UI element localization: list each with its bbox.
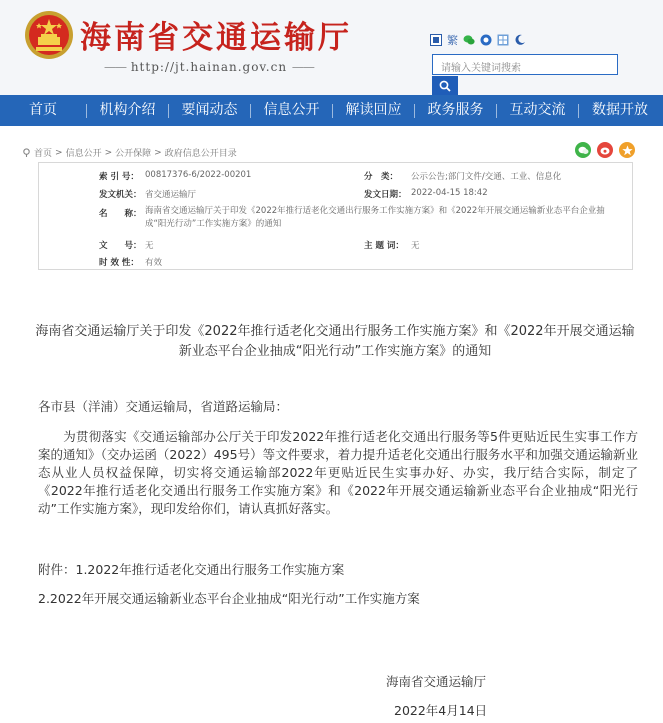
favorite-icon[interactable] bbox=[619, 142, 635, 158]
issuer-label: 发文机关： bbox=[99, 190, 142, 200]
accessibility-icon[interactable] bbox=[430, 34, 442, 46]
breadcrumb-catalog[interactable]: 政府信息公开目录 bbox=[164, 149, 237, 159]
attachment-2[interactable]: 2.2022年开展交通运输新业态平台企业抽成“阳光行动”工作实施方案 bbox=[38, 591, 420, 606]
weibo-icon[interactable] bbox=[480, 34, 492, 46]
keywords-label: 主 题 词： bbox=[364, 241, 404, 251]
nav-interpretation[interactable]: 解读回应 bbox=[345, 102, 402, 118]
site-url-text: http://jt.hainan.gov.cn bbox=[130, 60, 288, 74]
breadcrumb-info-disclosure[interactable]: 信息公开 bbox=[65, 149, 102, 159]
site-header bbox=[0, 0, 663, 95]
article-body-text: 为贯彻落实《交通运输部办公厅关于印发2022年推行适老化交通出行服务等5件更贴近民生实事工作方案的通知》（交办运函（2022）495号）等文件要求，着力提升适老化交通出行服务水平和加强交通运输新业态从业人员权益保障，切实将交通运输部2022年更贴近民生实事办好、办实，我厅结合实际，制定了《2022年推行适老化交通出行服务工作实施方案》和《2022年开展交通运输新业态平台企业抽成“阳光行动”工作实施方案》，现印发给你们，请认真抓好落实。 bbox=[38, 429, 638, 516]
category-value: 公示公告;部门文件/交通、工业、信息化 bbox=[411, 172, 562, 182]
nav-gov-services[interactable]: 政务服务 bbox=[427, 102, 484, 118]
nav-news[interactable]: 要闻动态 bbox=[181, 102, 238, 118]
url-dash-right: —— bbox=[291, 60, 314, 74]
attachment-1[interactable]: 附件：1.2022年推行适老化交通出行服务工作实施方案 bbox=[38, 562, 345, 577]
share-weibo-icon[interactable] bbox=[597, 142, 613, 158]
validity-label: 时 效 性： bbox=[99, 258, 139, 268]
document-metadata-box bbox=[38, 162, 633, 270]
doc-number-label: 文 号： bbox=[99, 241, 142, 251]
index-value: 00817376-6/2022-00201 bbox=[145, 170, 252, 180]
app-icon[interactable] bbox=[497, 34, 509, 46]
header-tools bbox=[430, 32, 526, 48]
keywords-value: 无 bbox=[411, 241, 420, 251]
article-title: 海南省交通运输厅关于印发《2022年推行适老化交通出行服务工作实施方案》和《2022年开展交通运输新业态平台企业抽成“阳光行动”工作实施方案》的通知 bbox=[35, 324, 635, 359]
validity-value: 有效 bbox=[145, 258, 163, 268]
breadcrumb-separator: > bbox=[55, 147, 63, 158]
elder-mode-icon[interactable] bbox=[514, 34, 526, 46]
doc-name-value: 海南省交通运输厅关于印发《2022年推行适老化交通出行服务工作实施方案》和《2022年开展交通运输新业态平台企业抽成“阳光行动”工作实施方案》的通知 bbox=[145, 206, 605, 229]
issue-date-label: 发文日期： bbox=[364, 190, 407, 200]
search-icon bbox=[439, 80, 451, 92]
issuer-value: 省交通运输厅 bbox=[145, 190, 197, 200]
nav-interaction[interactable]: 互动交流 bbox=[509, 102, 566, 118]
nav-home[interactable]: 首页 bbox=[29, 102, 57, 118]
search-button[interactable] bbox=[432, 76, 458, 95]
wechat-icon[interactable] bbox=[463, 34, 475, 46]
doc-name-label: 名 称： bbox=[99, 209, 142, 219]
breadcrumb bbox=[22, 146, 237, 159]
share-wechat-icon[interactable] bbox=[575, 142, 591, 158]
article-signature: 海南省交通运输厅 bbox=[386, 674, 487, 689]
breadcrumb-guarantee[interactable]: 公开保障 bbox=[115, 149, 152, 159]
breadcrumb-separator: > bbox=[154, 147, 162, 158]
index-label: 索 引 号： bbox=[99, 172, 139, 182]
search-input[interactable]: 请输入关键词搜索 bbox=[432, 54, 618, 75]
share-bar bbox=[575, 142, 635, 158]
main-nav bbox=[0, 95, 663, 126]
issue-date-value: 2022-04-15 18:42 bbox=[411, 188, 488, 198]
nav-open-data[interactable]: 数据开放 bbox=[592, 102, 648, 118]
traditional-chinese-link[interactable]: 繁 bbox=[447, 34, 458, 47]
article-salutation: 各市县（洋浦）交通运输局，省道路运输局： bbox=[38, 399, 289, 414]
category-label: 分 类： bbox=[364, 172, 399, 182]
site-url bbox=[104, 60, 314, 74]
breadcrumb-home[interactable]: 首页 bbox=[34, 149, 53, 159]
nav-about[interactable]: 机构介绍 bbox=[99, 102, 156, 118]
article-date: 2022年4月14日 bbox=[394, 703, 488, 718]
site-title[interactable]: 海南省交通运输厅 bbox=[80, 20, 352, 56]
national-emblem-icon bbox=[24, 10, 74, 60]
url-dash-left: —— bbox=[104, 60, 126, 74]
doc-number-value: 无 bbox=[145, 241, 154, 251]
nav-info-disclosure[interactable]: 信息公开 bbox=[263, 102, 320, 118]
location-icon bbox=[22, 148, 31, 157]
article-body bbox=[38, 428, 638, 518]
breadcrumb-separator: > bbox=[104, 147, 113, 158]
